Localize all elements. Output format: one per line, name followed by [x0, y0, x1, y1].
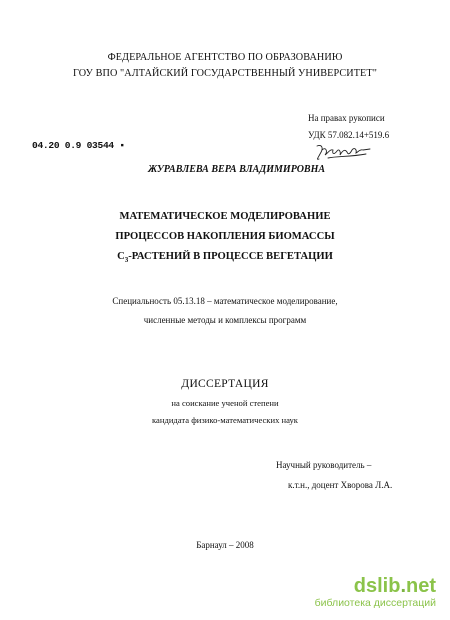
dissertation-label: ДИССЕРТАЦИЯ [181, 378, 269, 390]
title-line-3: $С_3$-РАСТЕНИЙ В ПРОЦЕССЕ ВЕГЕТАЦИИ [117, 251, 333, 265]
watermark-subtitle: библиотека диссертаций [314, 597, 436, 609]
university-heading: ГОУ ВПО "АЛТАЙСКИЙ ГОСУДАРСТВЕННЫЙ УНИВЕРСИТЕТ" [73, 68, 377, 79]
agency-heading: ФЕДЕРАЛЬНОЕ АГЕНТСТВО ПО ОБРАЗОВАНИЮ [107, 52, 343, 63]
udk-code: УДК 57.082.14+519.6 [308, 130, 390, 140]
title-line-1: МАТЕМАТИЧЕСКОЕ МОДЕЛИРОВАНИЕ [119, 211, 331, 222]
supervisor-label: Научный руководитель – [276, 460, 372, 470]
city-year: Барнаул – 2008 [196, 540, 254, 550]
watermark[interactable] [315, 576, 436, 609]
title-line-2: ПРОЦЕССОВ НАКОПЛЕНИЯ БИОМАССЫ [115, 231, 335, 242]
supervisor-name: к.т.н., доцент Хворова Л.А. [288, 480, 393, 490]
specialty-line-2: численные методы и комплексы программ [143, 315, 307, 325]
specialty-line-1: Специальность 05.13.18 – математическое моделирование, [112, 296, 338, 306]
watermark-logo: dslib.net [353, 575, 436, 597]
handwritten-signature [314, 140, 374, 164]
degree-line-2: кандидата физико-математических наук [152, 415, 298, 425]
degree-line-1: на соискание ученой степени [171, 398, 279, 408]
inventory-number: 04.20 0.9 03544 ▪ [32, 140, 125, 151]
author-name: ЖУРАВЛЕВА ВЕРА ВЛАДИМИРОВНА [148, 164, 326, 175]
rights-label: На правах рукописи [308, 113, 385, 123]
